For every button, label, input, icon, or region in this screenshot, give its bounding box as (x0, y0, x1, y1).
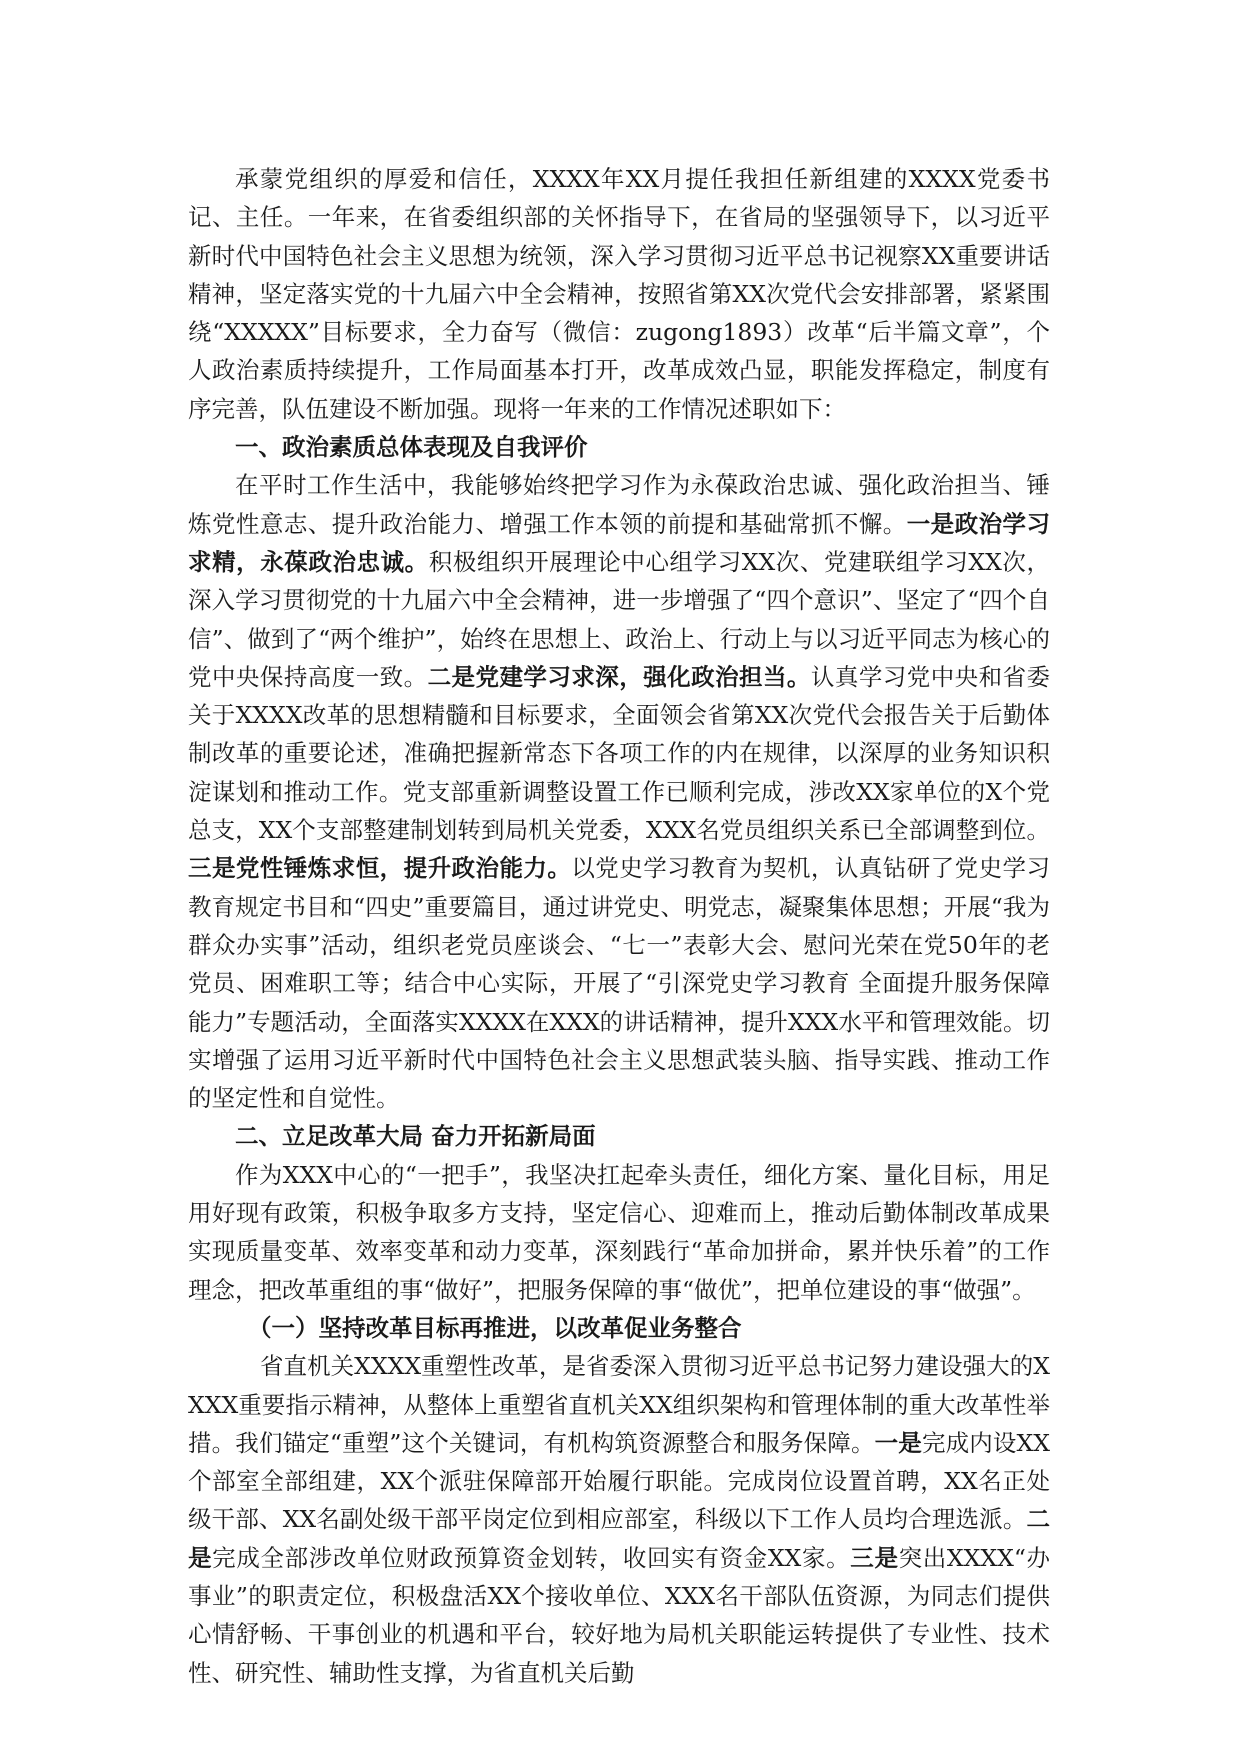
bold-lead-3: 三是 (850, 1543, 899, 1572)
paragraph-text: 在平时工作生活中，我能够始终把学习作为永葆政治忠诚、强化政治担当、锤炼党性意志、提升政治能力、增强工作本领的前提和基础常抓不懈。 (188, 471, 1050, 538)
section-heading-1: 一、政治素质总体表现及自我评价 (235, 433, 588, 462)
section-1-paragraph (188, 466, 1050, 1117)
section-heading-2: 二、立足改革大局 奋力开拓新局面 (235, 1122, 596, 1151)
paragraph-text: 认真学习党中央和省委关于XXXX改革的思想精髓和目标要求，全面领会省第XX次党代会报告关于后勤体制改革的重要论述，准确把握新常态下各项工作的内在规律，以深厚的业务知识积淀谋划和推动工作。党支部重新调整设置工作已顺利完成，涉改XX家单位的X个党总支，XX个支部整建制划转到局机关党委，XXX名党员组织关系已全部调整到位。 (188, 662, 1051, 845)
intro-paragraph: 承蒙党组织的厚爱和信任，XXXX年XX月提任我担任新组建的XXXX党委书记、主任。一年来，在省委组织部的关怀指导下，在省局的坚强领导下，以习近平新时代中国特色社会主义思想为统领，深入学习贯彻习近平总书记视察XX重要讲话精神，坚定落实党的十九届六中全会精神，按照省第XX次党代会安排部署，紧紧围绕“XXXXX”目标要求，全力奋写（微信：zugong1893）改革“后半篇文章”，个人政治素质持续提升，工作局面基本打开，改革成效凸显，职能发挥稳定，制度有序完善，队伍建设不断加强。现将一年来的工作情况述职如下： (188, 165, 1050, 423)
bold-lead-1: 一是 (874, 1428, 922, 1457)
bold-lead-3: 三是党性锤炼求恒，提升政治能力。 (188, 854, 572, 883)
paragraph-text: 积极组织开展理论中心组学习XX次、党建联组学习XX次，深入学习贯彻党的十九届六中全会精神，进一步增强了“四个意识”、坚定了“四个自信”、做到了“两个维护”，始终在思想上、政治上、行动上与以习近平同志为核心的党中央保持高度一致。 (188, 547, 1051, 691)
subsection-1-paragraph (188, 1347, 1050, 1692)
paragraph-text: 省直机关XXXX重塑性改革，是省委深入贯彻习近平总书记努力建设强大的XXXX重要指示精神，从整体上重塑省直机关XX组织架构和管理体制的重大改革性举措。我们锚定“重塑”这个关键词，有机构筑资源整合和服务保障。 (188, 1352, 1050, 1457)
bold-lead-2: 二是党建学习求深，强化政治担当。 (427, 662, 811, 691)
document-page (188, 160, 1050, 1692)
bold-lead-2: 二是 (188, 1505, 1050, 1572)
section-2-paragraph: 作为XXX中心的“一把手”，我坚决扛起牵头责任，细化方案、量化目标，用足用好现有政策，积极争取多方支持，坚定信心、迎难而上，推动后勤体制改革成果实现质量变革、效率变革和动力变革，深刻践行“革命加拼命，累并快乐着”的工作理念，把改革重组的事“做好”，把服务保障的事“做优”，把单位建设的事“做强”。 (188, 1160, 1050, 1304)
paragraph-text: 以党史学习教育为契机，认真钻研了党史学习教育规定书目和“四史”重要篇目，通过讲党史、明党志，凝聚集体思想；开展“我为群众办实事”活动，组织老党员座谈会、“七一”表彰大会、慰问光荣在党50年的老党员、困难职工等；结合中心实际，开展了“引深党史学习教育 全面提升服务保障能力”专题活动，全面落实XXXX在XXX的讲话精神，提升XXX水平和管理效能。切实增强了运用习近平新时代中国特色社会主义思想武装头脑、指导实践、推动工作的坚定性和自觉性。 (188, 854, 1051, 1113)
bold-lead-1: 一是政治学习求精，永葆政治忠诚。 (188, 509, 1051, 576)
paragraph-text: 完成内设XX个部室全部组建，XX个派驻保障部开始履行职能。完成岗位设置首聘，XX名正处级干部、XX名副处级干部平岗定位到相应部室，科级以下工作人员均合理选派。 (188, 1428, 1051, 1534)
paragraph-text: 突出XXXX“办事业”的职责定位，积极盘活XX个接收单位、XXX名干部队伍资源，为同志们提供心情舒畅、干事创业的机遇和平台，较好地为局机关职能运转提供了专业性、技术性、研究性、辅助性支撑，为省直机关后勤 (188, 1543, 1051, 1687)
subsection-heading-1: （一）坚持改革目标再推进，以改革促业务整合 (248, 1313, 742, 1342)
paragraph-text: 完成全部涉改单位财政预算资金划转，收回实有资金XX家。 (212, 1543, 851, 1572)
